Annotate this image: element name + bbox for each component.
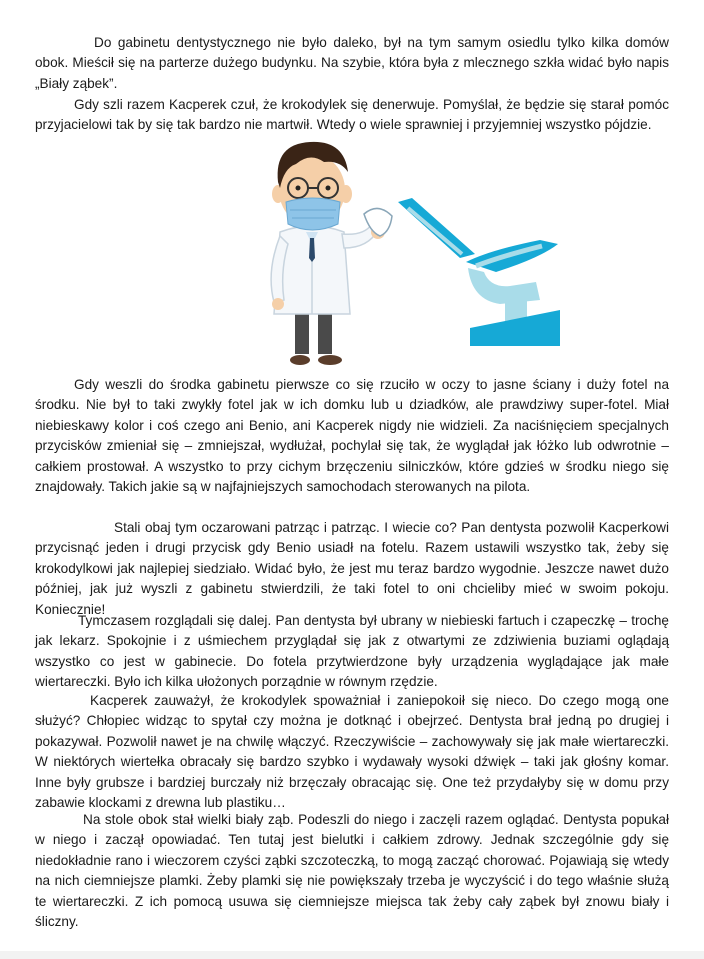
paragraph-2: Gdy szli razem Kacperek czuł, że krokodylek się denerwuje. Pomyślał, że będzie się starał pomóc przyjacielowi tak by się tak bardzo nie martwił. Wtedy o wiele sprawniej i przyjemniej wszystko pójdzie.: [35, 97, 669, 133]
dentist-figure-icon: [271, 142, 392, 365]
paragraph-3: Gdy weszli do środka gabinetu pierwsze co się rzuciło w oczy to jasne ściany i duży fotel na środku. Nie był to taki zwykły fotel jak w ich domku lub u dziadków, ale prawdziwy super-fotel. Miał niebieskawy kolor i coś czego ani Benio, ani Kacperek nigdy nie widzieli. Za naciśnięciem specjalnych przycisków zmieniał się – zmniejszał, wydłużał, pochylał się tak, że wyglądał jak łóżko lub odwrotnie – całkiem prostował. A wszystko to przy cichym brzęczeniu silniczków, które gdzieś w środku niego się znajdowały. Takich jakie są w najfajniejszych samochodach sterowanych na pilota.: [35, 377, 669, 495]
paragraph-4: Stali obaj tym oczarowani patrząc i patrząc. I wiecie co? Pan dentysta pozwolił Kacperkowi przycisnąć jeden i drugi przycisk gdy Benio usiadł na fotelu. Razem ustawili wszystko tak, żeby się krokodylkowi jak najlepiej siedziało. Widać było, że jest mu teraz bardzo wygodnie. Jeszcze nawet dużo później, jak już wyszli z gabinetu stwierdzili, że taki fotel to oni chcieliby mieć w swoim pokoju. Koniecznie!: [35, 520, 669, 617]
page-bottom-edge: [0, 951, 704, 959]
dentist-illustration: [240, 132, 570, 374]
paragraph-5: Tymczasem rozglądali się dalej. Pan dentysta był ubrany w niebieski fartuch i czapeczkę – trochę jak lekarz. Spokojnie i z uśmiechem przyglądał się jak z otwartymi ze zdziwienia buziami oglądają wszystko co jest w gabinecie. Do fotela przytwierdzone były urządzenia wyglądające jak małe wiertareczki. Było ich kilka ułożonych porządnie w równym rzędzie.: [35, 613, 669, 690]
paragraph-7: Na stole obok stał wielki biały ząb. Podeszli do niego i zaczęli razem oglądać. Dentysta popukał w niego i zaczął opowiadać. Ten tutaj jest bielutki i całkiem zdrowy. Jednak szczególnie gdy się niedokładnie rano i wieczorem czyści ząbki szczoteczką, to mogą zacząć chorować. Pojawiają się wtedy na nich ciemniejsze plamki. Żeby plamki się nie powiększały trzeba je wyczyścić i do tego właśnie służą te wiertareczki. Z ich pomocą usuwa się ciemniejsze miejsca tak żeby cały ząbek był znowu biały i śliczny.: [35, 812, 669, 930]
paragraph-1: Do gabinetu dentystycznego nie było daleko, był na tym samym osiedlu tylko kilka domów obok. Mieścił się na parterze dużego budynku. Na szybie, która była z mlecznego szkła widać było napis „Biały ząbek”.: [35, 35, 669, 91]
dentist-chair-svg: [240, 132, 570, 374]
paragraph-6: Kacperek zauważył, że krokodylek spoważniał i zaniepokoił się nieco. Do czego mogą one służyć? Chłopiec widząc to spytał czy można je dotknąć i obejrzeć. Dentysta brał jedną po drugiej i pokazywał. Pozwolił nawet je na chwilę włączyć. Rzeczywiście – zachowywały się jak małe wiertareczki. W niektórych wiertełka obracały się bardzo szybko i wydawały wysoki dźwięk – taki jak głośny komar. Inne były grubsze i bardziej burczały niż brzęczały obracając się. One też przydałyby się w domu przy zabawie klockami z drewna lub plastiku…: [35, 693, 669, 811]
dental-chair-icon: [398, 198, 560, 346]
